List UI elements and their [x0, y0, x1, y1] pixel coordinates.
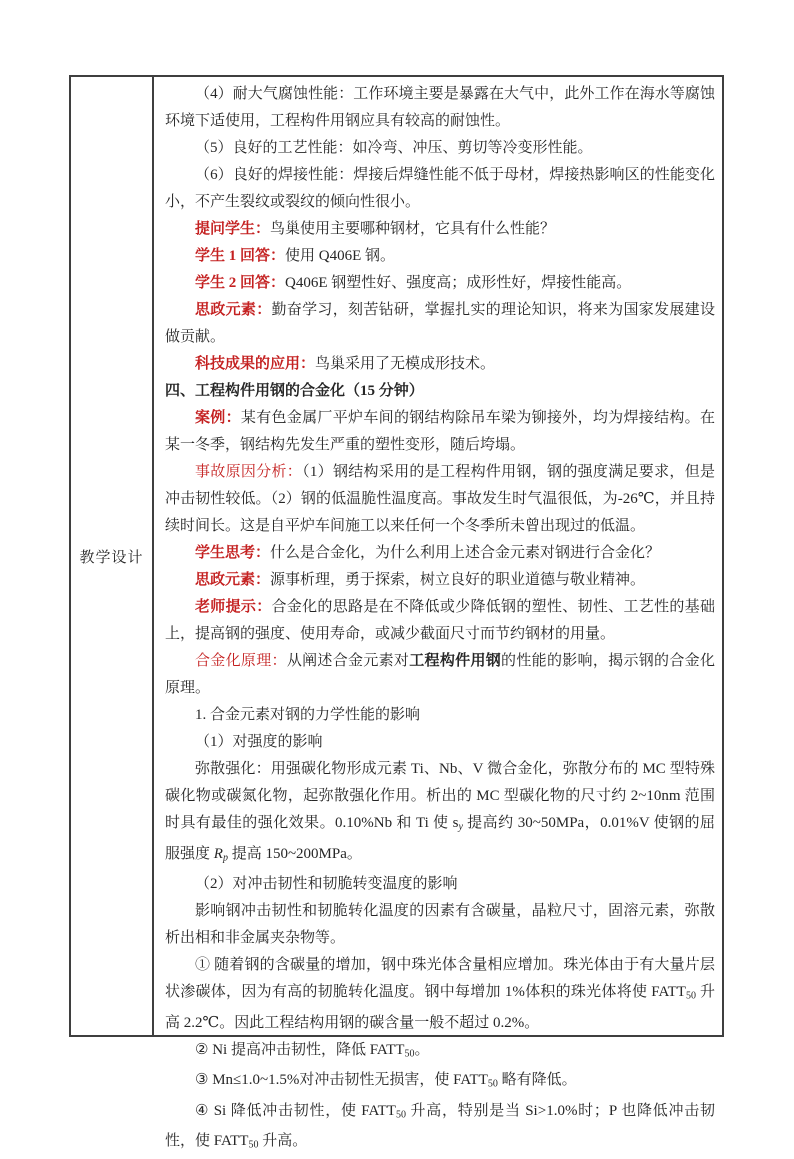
text-run: ④ Si 降低冲击韧性，使 FATT: [195, 1102, 396, 1119]
paragraph: [165, 162, 715, 216]
text-run: 事故原因分析：: [195, 464, 303, 480]
paragraph: [165, 243, 715, 270]
text-run: 某有色金属厂平炉车间的钢结构除吊车梁为铆接外，均为焊接结构。在某一冬季，钢结构先发生严重的塑性变形，随后垮塌。: [165, 410, 715, 453]
text-run: 学生思考：: [195, 545, 271, 561]
paragraph: [165, 567, 715, 594]
text-run: 50: [395, 1109, 406, 1120]
paragraph: [165, 405, 715, 459]
text-run: 思政元素：: [195, 302, 272, 318]
paragraph: [165, 871, 715, 898]
paragraph: [165, 952, 715, 1037]
text-run: 提高约 30~50MPa，0.01%V 使钢的屈服强度: [165, 815, 715, 862]
text-run: 提高 150~200MPa。: [227, 845, 362, 862]
paragraph: [165, 756, 715, 871]
text-run: Q406E 钢塑性好、强度高；成形性好，焊接性能高。: [285, 275, 632, 291]
text-run: （4）耐大气腐蚀性能：工作环境主要是暴露在大气中，此外工作在海水等腐蚀环境下适使用，工程构件用钢应具有较高的耐蚀性。: [165, 86, 715, 129]
text-run: 鸟巢采用了无模成形技术。: [315, 356, 496, 372]
paragraph: [165, 297, 715, 351]
text-run: y: [458, 821, 463, 833]
paragraph: [165, 351, 715, 378]
text-run: 老师提示：: [195, 599, 272, 615]
text-run: 50: [487, 1078, 498, 1090]
paragraph: [165, 540, 715, 567]
text-run: （1）对强度的影响: [195, 734, 323, 750]
text-run: 。: [414, 1041, 430, 1058]
text-run: 源事析理，勇于探索，树立良好的职业道德与敬业精神。: [270, 572, 646, 588]
paragraph: [165, 648, 715, 702]
text-run: 50: [248, 1139, 259, 1151]
paragraph: [165, 702, 715, 729]
text-run: 思政元素：: [195, 572, 271, 588]
text-run: ① 随着钢的含碳量的增加，钢中珠光体含量相应增加。珠光体由于有大量片层状渗碳体，因为有高的韧脆转化温度。钢中每增加 1%体积的珠光体将使 FATT: [165, 957, 715, 1000]
text-run: 从阐述合金元素对: [286, 653, 410, 669]
paragraph: [165, 1098, 715, 1159]
text-run: ③ Mn≤1.0~1.5%对冲击韧性无损害，使 FATT: [195, 1072, 488, 1088]
text-run: 案例：: [195, 410, 241, 426]
text-run: 50: [685, 990, 696, 1002]
text-run: p: [222, 852, 228, 863]
text-run: 升高 2.2℃。因此工程结构用钢的碳含量一般不超过 0.2%。: [165, 984, 715, 1031]
text-run: 略有降低。: [497, 1072, 577, 1088]
text-run: 合金化的思路是在不降低或少降低钢的塑性、韧性、工艺性的基础上，提高钢的强度、使用寿命，或减少截面尺寸而节约钢材的用量。: [165, 599, 715, 642]
text-run: （5）良好的工艺性能：如冷弯、冲压、剪切等冷变形性能。: [195, 140, 593, 156]
text-run: 四、工程构件用钢的合金化（15 分钟）: [165, 383, 424, 399]
text-run: 什么是合金化，为什么利用上述合金元素对钢进行合金化？: [270, 545, 661, 561]
text-run: 的性能的影响，揭示钢的合金化原理。: [165, 653, 715, 696]
text-run: ② Ni 提高冲击韧性，降低 FATT: [195, 1041, 405, 1058]
paragraph: [165, 270, 715, 297]
paragraph: [165, 135, 715, 162]
paragraph: [165, 729, 715, 756]
teaching-design-table: [69, 75, 724, 1151]
paragraph: [165, 459, 715, 540]
text-run: （2）对冲击韧性和韧脆转变温度的影响: [195, 876, 458, 892]
text-run: 工程构件用钢: [409, 653, 502, 669]
text-run: 鸟巢使用主要哪种钢材，它具有什么性能？: [270, 221, 556, 237]
section-heading: [165, 378, 715, 405]
text-run: 学生 1 回答：: [195, 248, 286, 264]
text-run: （6）良好的焊接性能：焊接后焊缝性能不低于母材，焊接热影响区的性能变化小，不产生裂纹或裂纹的倾向性很小。: [165, 167, 715, 210]
text-run: R: [213, 845, 223, 862]
text-run: （1）钢结构采用的是工程构件用钢，钢的强度满足要求，但是冲击韧性较低。（2）钢的低温脆性温度高。事故发生时气温很低，为-26℃，并且持续时间长。这是自平炉车间施工以来任何一个冬季所未曾出现过的低温。: [165, 464, 715, 534]
text-run: 升高，特别是当 Si>1.0%时；P 也降低冲击韧性，使 FATT: [165, 1102, 715, 1149]
paragraph: [165, 81, 715, 135]
text-run: 科技成果的应用：: [195, 356, 316, 372]
paragraph: [165, 216, 715, 243]
row-header-label: 教学设计: [79, 549, 144, 566]
text-run: 合金化原理：: [195, 653, 287, 669]
content-cell: [154, 77, 722, 1151]
paragraph: [165, 1037, 715, 1068]
text-run: 弥散强化：用强碳化物形成元素 Ti、Nb、V 微合金化，弥散分布的 MC 型特殊碳化物或碳氮化物，起弥散强化作用。析出的 MC 型碳化物的尺寸约 2~10nm 范围时具有最佳的强化效果。0.10%Nb 和 Ti 使 s: [165, 761, 715, 831]
text-run: 升高。: [258, 1133, 308, 1149]
paragraph: [165, 898, 715, 952]
paragraph: [165, 1067, 715, 1098]
text-run: 使用 Q406E 钢。: [285, 248, 396, 264]
text-run: 勤奋学习，刻苦钻研，掌握扎实的理论知识，将来为国家发展建设做贡献。: [165, 302, 715, 345]
text-run: 影响钢冲击韧性和韧脆转化温度的因素有含碳量，晶粒尺寸，固溶元素，弥散析出相和非金属夹杂物等。: [165, 903, 715, 946]
text-run: 提问学生：: [195, 221, 271, 237]
text-run: 1. 合金元素对钢的力学性能的影响: [195, 707, 421, 723]
row-header-cell: [71, 77, 154, 1035]
text-run: 50: [404, 1048, 415, 1059]
paragraph: [165, 594, 715, 648]
text-run: 学生 2 回答：: [195, 275, 286, 291]
